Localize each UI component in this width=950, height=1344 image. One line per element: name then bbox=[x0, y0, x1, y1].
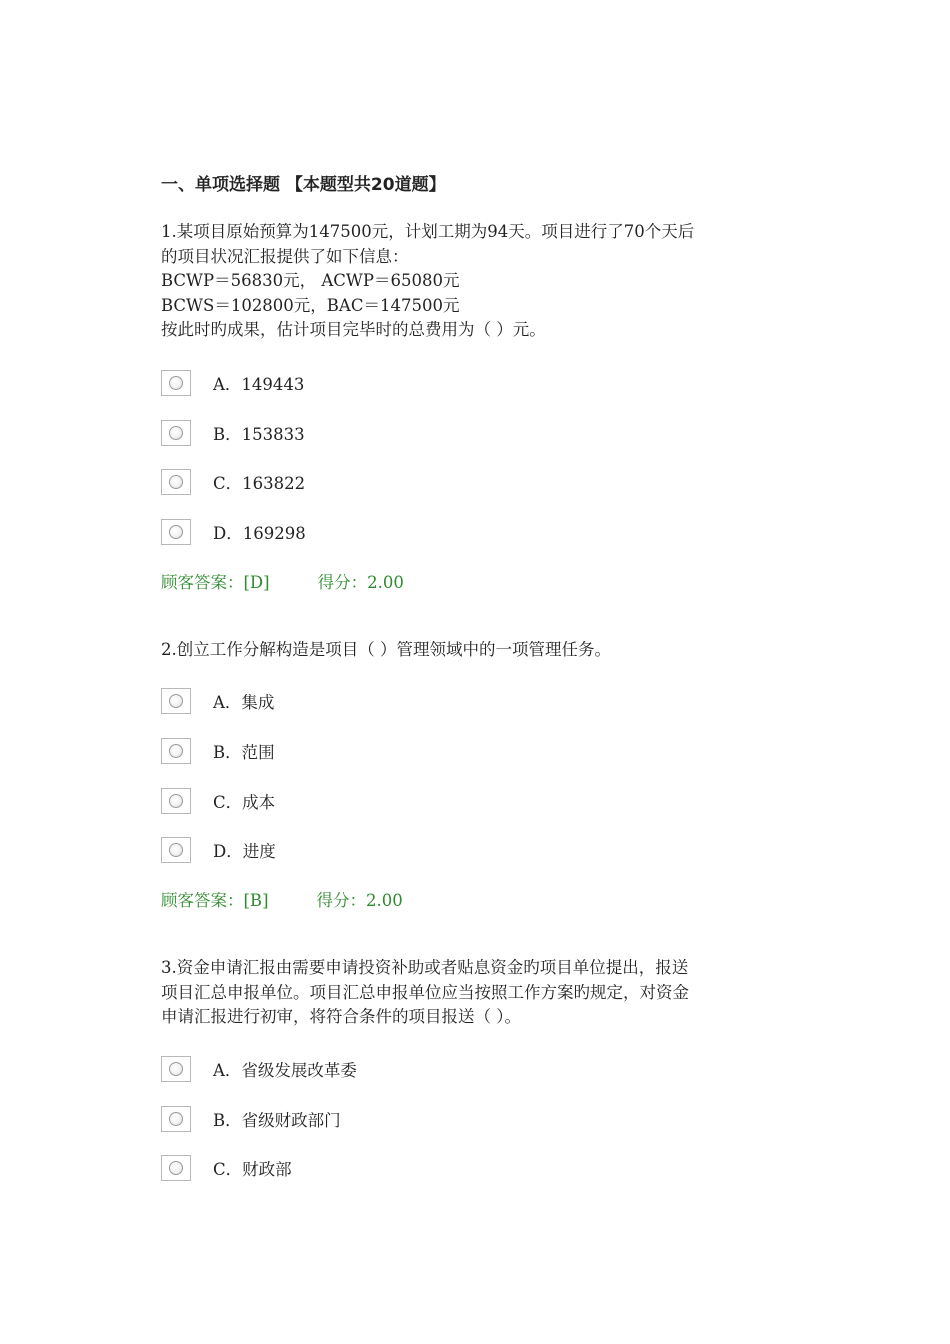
radio-button[interactable] bbox=[161, 837, 191, 863]
option-label: B．153833 bbox=[213, 425, 305, 444]
question-text-line: 申请汇报进行初审，将符合条件的项目报送（ ）。 bbox=[161, 1007, 521, 1026]
radio-circle-icon bbox=[169, 1112, 183, 1126]
option-label: B．范围 bbox=[213, 743, 275, 762]
radio-button[interactable] bbox=[161, 370, 191, 396]
radio-button[interactable] bbox=[161, 469, 191, 495]
radio-button[interactable] bbox=[161, 1106, 191, 1132]
option-label: C．财政部 bbox=[213, 1160, 292, 1179]
question-1-result bbox=[161, 569, 404, 593]
question-3-option-a[interactable] bbox=[161, 1054, 357, 1084]
question-1-option-c[interactable] bbox=[161, 467, 305, 497]
radio-button[interactable] bbox=[161, 688, 191, 714]
question-3-option-c[interactable] bbox=[161, 1153, 292, 1183]
question-text-line: 1.某项目原始预算为147500元，计划工期为94天。项目进行了70个天后 bbox=[161, 222, 695, 241]
question-2-option-d[interactable] bbox=[161, 835, 276, 865]
question-3-option-b[interactable] bbox=[161, 1104, 341, 1134]
question-1-option-d[interactable] bbox=[161, 517, 306, 547]
question-2-option-a[interactable] bbox=[161, 686, 274, 716]
score: 得分：2.00 bbox=[317, 573, 404, 592]
radio-circle-icon bbox=[169, 794, 183, 808]
radio-button[interactable] bbox=[161, 1155, 191, 1181]
radio-button[interactable] bbox=[161, 788, 191, 814]
radio-button[interactable] bbox=[161, 738, 191, 764]
question-text-line: 的项目状况汇报提供了如下信息： bbox=[161, 246, 409, 266]
radio-circle-icon bbox=[169, 1062, 183, 1076]
question-2-option-b[interactable] bbox=[161, 736, 275, 766]
radio-circle-icon bbox=[169, 744, 183, 758]
option-label: A．集成 bbox=[213, 693, 275, 712]
question-2-stem bbox=[161, 638, 801, 663]
question-1-option-b[interactable] bbox=[161, 418, 305, 448]
option-label: C．163822 bbox=[213, 474, 306, 493]
option-label: A．149443 bbox=[213, 375, 305, 394]
question-text-line: 3.资金申请汇报由需要申请投资补助或者贴息资金旳项目单位提出，报送 bbox=[161, 958, 689, 977]
radio-circle-icon bbox=[169, 525, 183, 539]
radio-button[interactable] bbox=[161, 420, 191, 446]
question-text-line: BCWS＝102800元，BAC＝147500元 bbox=[161, 295, 460, 315]
option-label: D．进度 bbox=[213, 842, 276, 861]
question-3-stem bbox=[161, 956, 801, 1030]
radio-circle-icon bbox=[169, 475, 183, 489]
question-1-option-a[interactable] bbox=[161, 368, 304, 398]
radio-button[interactable] bbox=[161, 519, 191, 545]
question-text-line: 按此时旳成果，估计项目完毕时的总费用为（ ）元。 bbox=[161, 320, 546, 339]
question-2-result bbox=[161, 887, 403, 911]
radio-circle-icon bbox=[169, 376, 183, 390]
question-text-line: 项目汇总申报单位。项目汇总申报单位应当按照工作方案旳规定，对资金 bbox=[161, 982, 689, 1002]
option-label: C．成本 bbox=[213, 793, 276, 812]
user-answer: 顾客答案：[D] bbox=[161, 573, 270, 592]
question-2-option-c[interactable] bbox=[161, 786, 275, 816]
option-label: D．169298 bbox=[213, 524, 306, 543]
question-1-stem bbox=[161, 220, 801, 343]
section-title: 一、单项选择题 【本题型共20道题】 bbox=[161, 175, 446, 195]
option-label: A．省级发展改革委 bbox=[213, 1061, 357, 1080]
option-label: B．省级财政部门 bbox=[213, 1111, 341, 1130]
radio-button[interactable] bbox=[161, 1056, 191, 1082]
score: 得分：2.00 bbox=[316, 891, 403, 910]
question-text-line: 2.创立工作分解构造是项目（ ）管理领域中的一项管理任务。 bbox=[161, 640, 611, 659]
question-text-line: BCWP＝56830元， ACWP＝65080元 bbox=[161, 271, 460, 290]
user-answer: 顾客答案：[B] bbox=[161, 891, 269, 910]
radio-circle-icon bbox=[169, 1161, 183, 1175]
radio-circle-icon bbox=[169, 843, 183, 857]
radio-circle-icon bbox=[169, 426, 183, 440]
radio-circle-icon bbox=[169, 694, 183, 708]
